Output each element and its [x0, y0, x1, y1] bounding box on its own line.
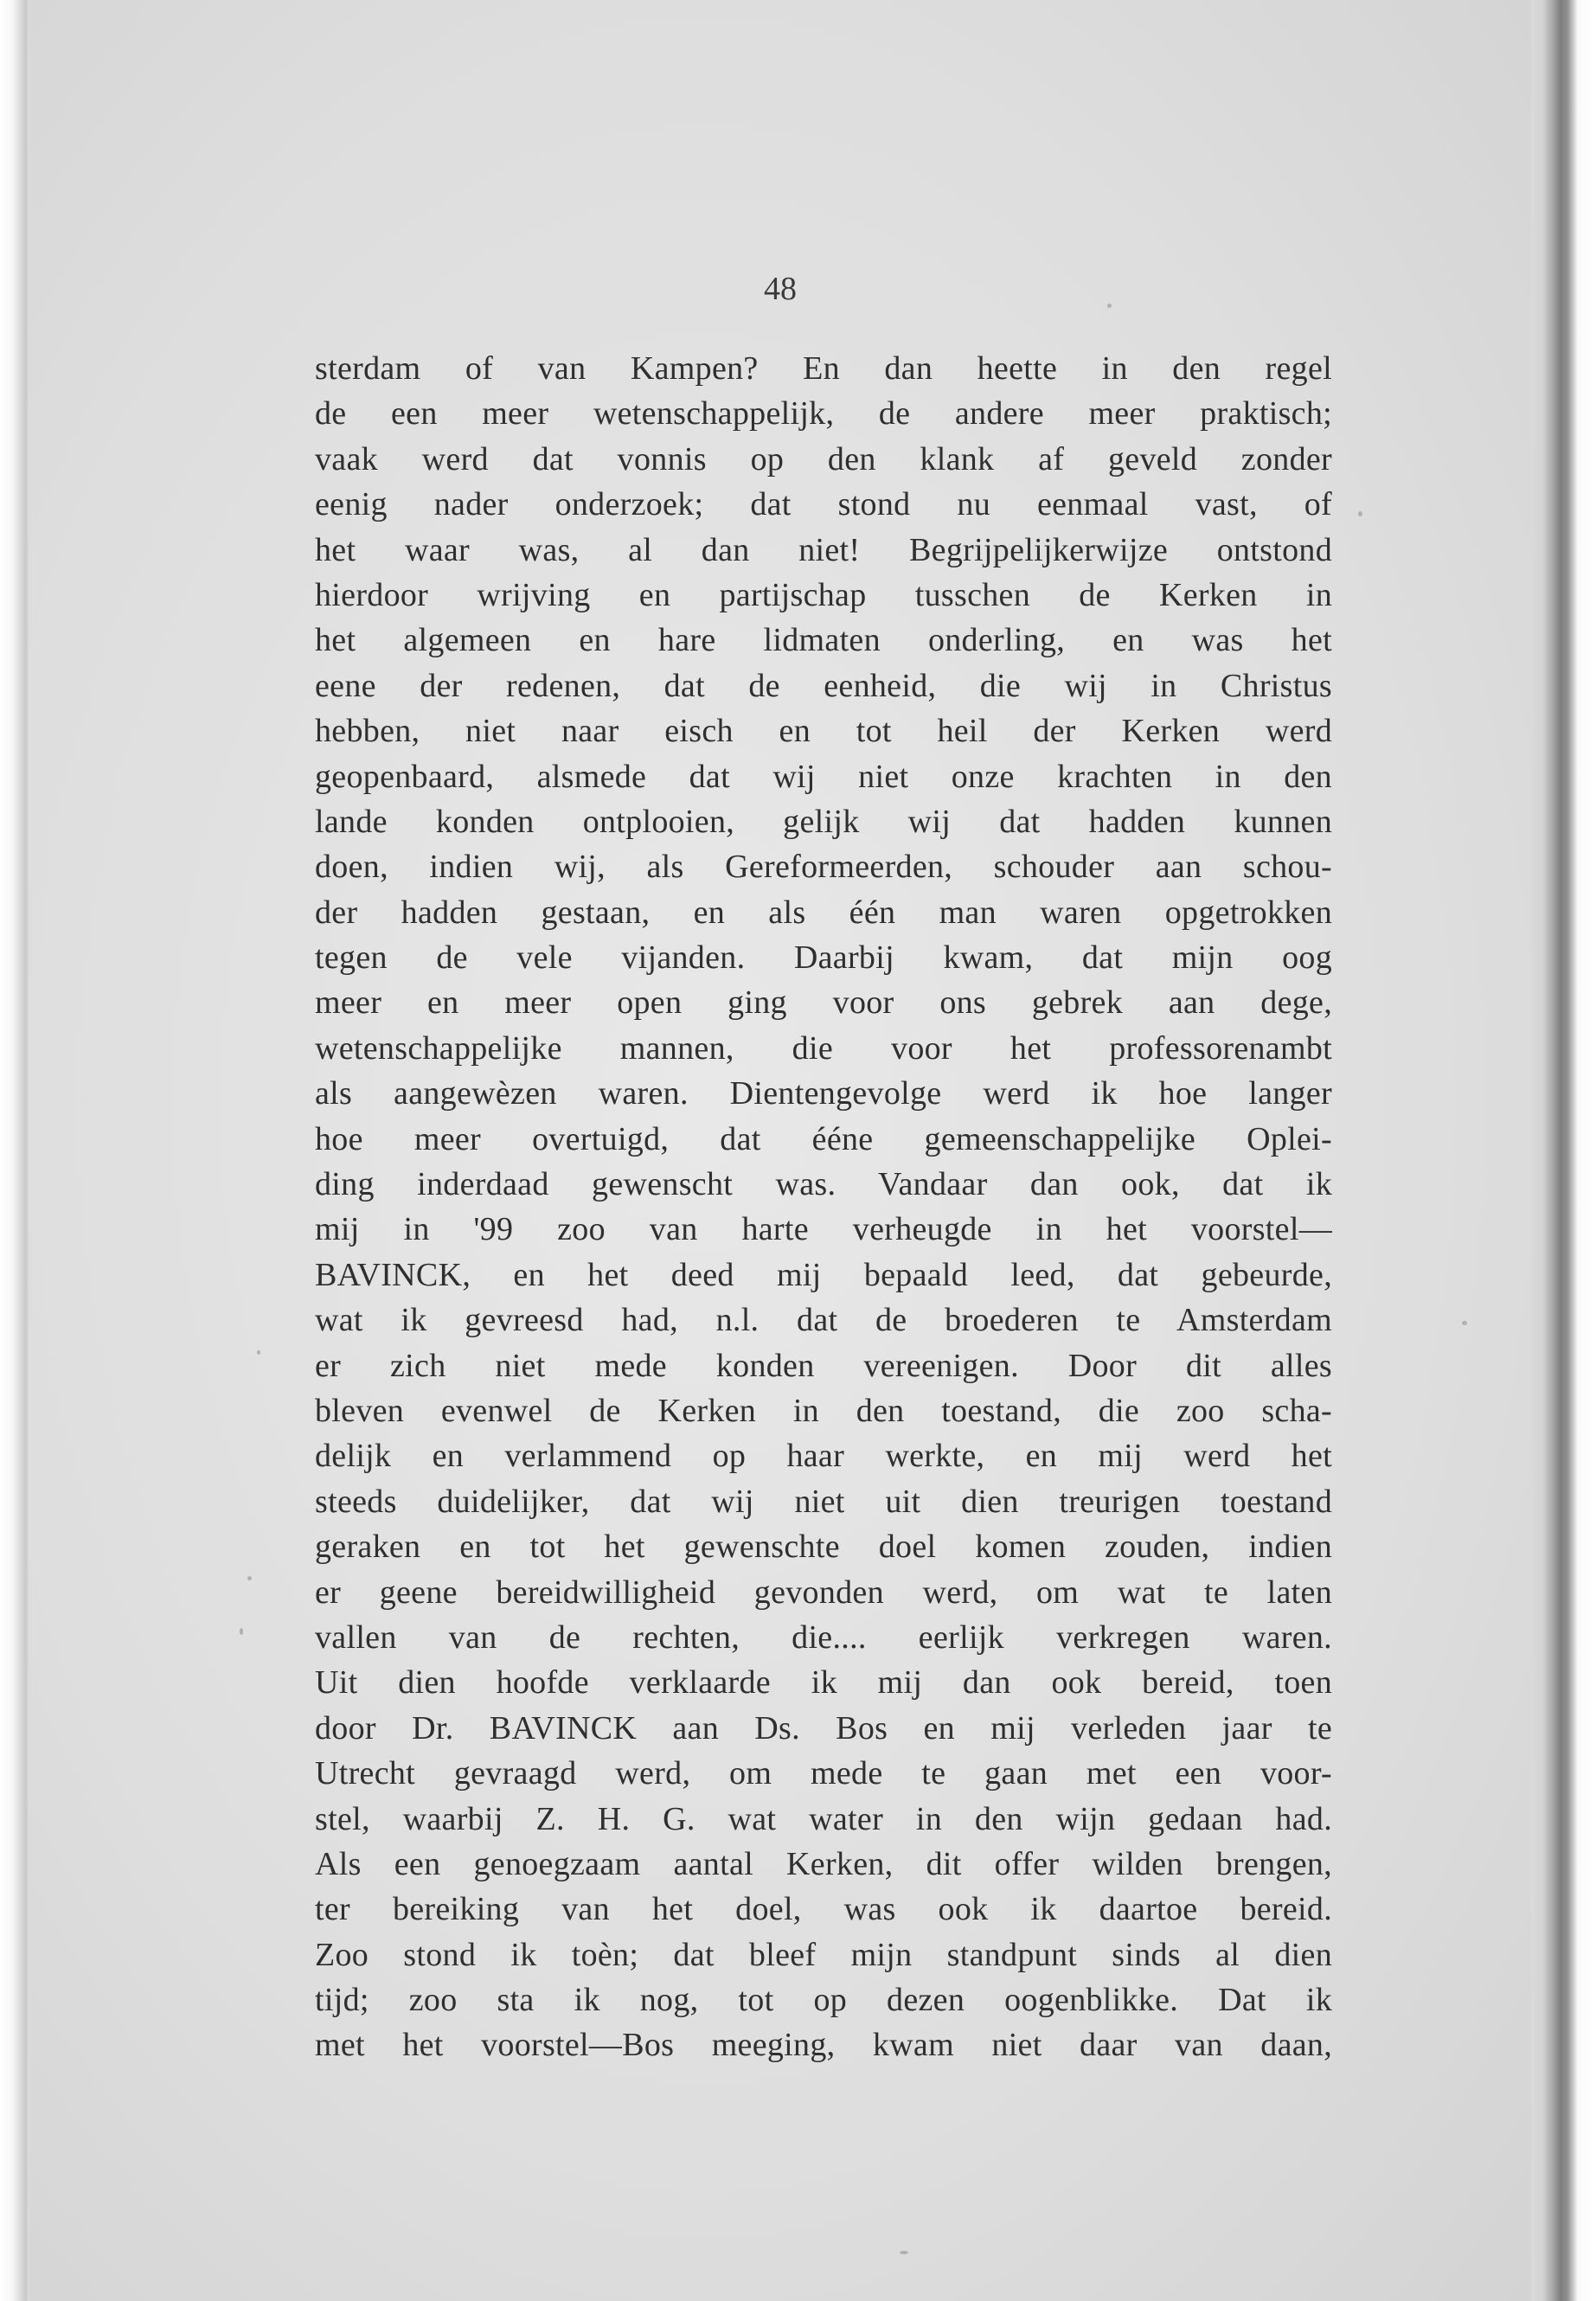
text-line: Utrecht gevraagd werd, om mede te gaan met een voor- [315, 1755, 1332, 1792]
text-line: er zich niet mede konden vereenigen. Door dit alles [315, 1347, 1332, 1384]
text-line: der hadden gestaan, en als één man waren opgetrokken [315, 894, 1332, 931]
text-line: BAVINCK, en het deed mij bepaald leed, dat gebeurde, [315, 1256, 1332, 1293]
text-line: Zoo stond ik toèn; dat bleef mijn standpunt sinds al dien [315, 1936, 1332, 1973]
text-line: vaak werd dat vonnis op den klank af geveld zonder [315, 440, 1332, 478]
text-line: eenig nader onderzoek; dat stond nu eenmaal vast, of [315, 486, 1332, 523]
paper-speck [1358, 511, 1362, 516]
text-line: Als een genoegzaam aantal Kerken, dit offer wilden brengen, [315, 1845, 1332, 1882]
text-line: vallen van de rechten, die.... eerlijk verkregen waren. [315, 1618, 1332, 1656]
text-line: het waar was, al dan niet! Begrijpelijkerwijze ontstond [315, 531, 1332, 568]
text-line: als aangewèzen waren. Dientengevolge werd ik hoe langer [315, 1075, 1332, 1112]
text-line: hebben, niet naar eisch en tot heil der Kerken werd [315, 713, 1332, 750]
paper-speck [900, 2251, 908, 2254]
text-line: geopenbaard, alsmede dat wij niet onze krachten in den [315, 758, 1332, 795]
text-line: het algemeen en hare lidmaten onderling, en was het [315, 622, 1332, 659]
paper-speck [1107, 304, 1112, 308]
text-line: Uit dien hoofde verklaarde ik mij dan ook bereid, toen [315, 1664, 1332, 1702]
text-line: steeds duidelijker, dat wij niet uit dien treurigen toestand [315, 1483, 1332, 1520]
paper-speck [240, 1628, 243, 1635]
text-line: er geene bereidwilligheid gevonden werd, om wat te laten [315, 1574, 1332, 1611]
text-line: meer en meer open ging voor ons gebrek aan dege, [315, 984, 1332, 1022]
text-line: bleven evenwel de Kerken in den toestand, die zoo scha- [315, 1392, 1332, 1429]
text-line: hierdoor wrijving en partijschap tusschen de Kerken in [315, 576, 1332, 613]
text-line: sterdam of van Kampen? En dan heette in den regel [315, 350, 1332, 387]
paper-speck [247, 1576, 252, 1580]
text-line: eene der redenen, dat de eenheid, die wij in Christus [315, 667, 1332, 704]
text-line: ter bereiking van het doel, was ook ik daartoe bereid. [315, 1891, 1332, 1928]
text-line: mij in '99 zoo van harte verheugde in het voorstel— [315, 1211, 1332, 1248]
body-text [315, 346, 1332, 2068]
text-line: hoe meer overtuigd, dat ééne gemeenschappelijke Oplei- [315, 1120, 1332, 1157]
text-line: met het voorstel—Bos meeging, kwam niet daar van daan, [315, 2027, 1332, 2064]
paper-speck [1462, 1321, 1467, 1325]
left-scan-edge [0, 0, 29, 2301]
text-line: ding inderdaad gewenscht was. Vandaar dan ook, dat ik [315, 1166, 1332, 1203]
text-line: tegen de vele vijanden. Daarbij kwam, dat mijn oog [315, 939, 1332, 977]
right-scan-edge [1531, 0, 1596, 2301]
book-page [29, 0, 1531, 2301]
text-line: geraken en tot het gewenschte doel komen zouden, indien [315, 1529, 1332, 1566]
text-line: door Dr. BAVINCK aan Ds. Bos en mij verleden jaar te [315, 1709, 1332, 1747]
text-line: de een meer wetenschappelijk, de andere meer praktisch; [315, 395, 1332, 433]
text-line: lande konden ontplooien, gelijk wij dat hadden kunnen [315, 803, 1332, 840]
text-line: stel, waarbij Z. H. G. wat water in den wijn gedaan had. [315, 1800, 1332, 1837]
text-line: tijd; zoo sta ik nog, tot op dezen oogenblikke. Dat ik [315, 1982, 1332, 2019]
text-line: doen, indien wij, als Gereformeerden, schouder aan schou- [315, 849, 1332, 886]
text-line: delijk en verlammend op haar werkte, en mij werd het [315, 1438, 1332, 1475]
text-line: wat ik gevreesd had, n.l. dat de broederen te Amsterdam [315, 1302, 1332, 1339]
page-number: 48 [764, 271, 797, 307]
paper-speck [257, 1350, 260, 1355]
text-line: wetenschappelijke mannen, die voor het professorenambt [315, 1029, 1332, 1067]
